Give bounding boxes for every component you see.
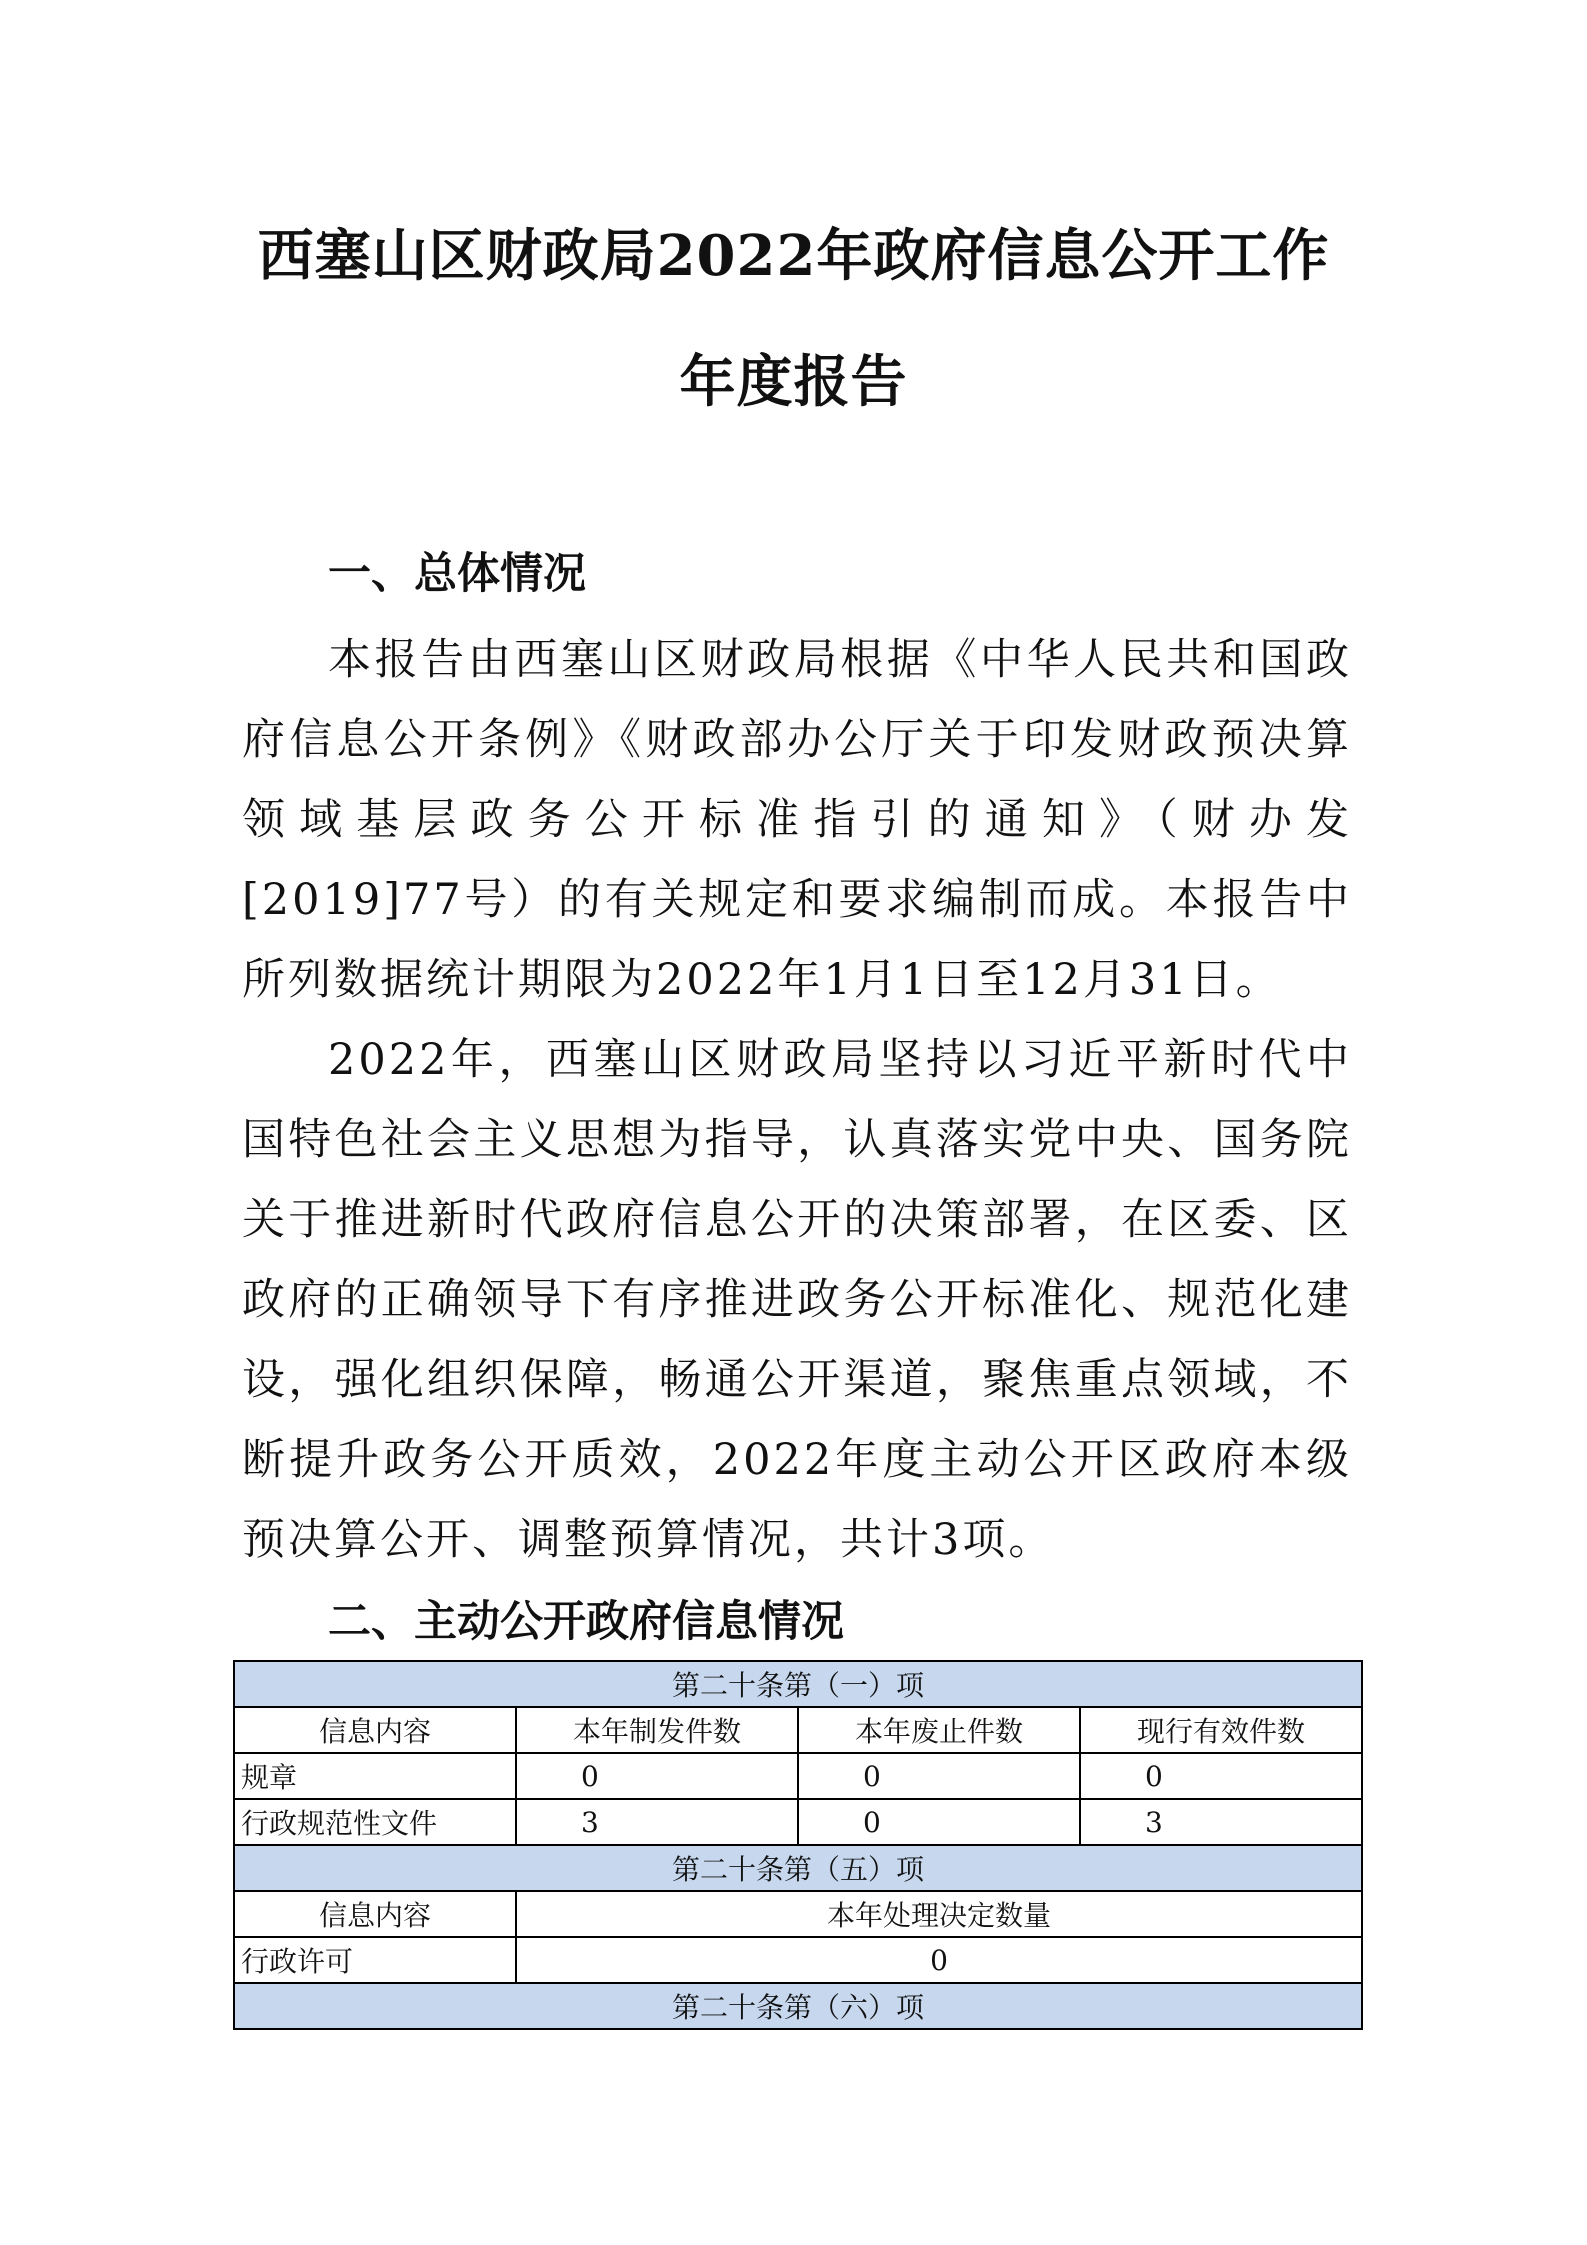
disclosure-table bbox=[233, 1660, 1363, 2030]
band-article20-item5: 第二十条第（五）项 bbox=[234, 1845, 1362, 1891]
section-heading-disclosure: 二、主动公开政府信息情况 bbox=[328, 1597, 844, 1647]
header-cell: 本年制发件数 bbox=[516, 1707, 798, 1753]
table-cell: 行政规范性文件 bbox=[234, 1799, 516, 1845]
table-cell: 0 bbox=[1080, 1753, 1362, 1799]
table-cell: 行政许可 bbox=[234, 1937, 516, 1983]
header-cell: 信息内容 bbox=[234, 1891, 516, 1937]
paragraph-report-basis: 本报告由西塞山区财政局根据《中华人民共和国政府信息公开条例》《财政部办公厅关于印发财政预决算领域基层政务公开标准指引的通知》（财办发[2019]77号）的有关规定和要求编制而成。本报告中所列数据统计期限为2022年1月1日至12月31日。 bbox=[242, 635, 1352, 1005]
paragraph-work-summary: 2022年，西塞山区财政局坚持以习近平新时代中国特色社会主义思想为指导，认真落实党中央、国务院关于推进新时代政府信息公开的决策部署，在区委、区政府的正确领导下有序推进政务公开标准化、规范化建设，强化组织保障，畅通公开渠道，聚焦重点领域，不断提升政务公开质效，2022年度主动公开区政府本级预决算公开、调整预算情况，共计3项。 bbox=[242, 1035, 1352, 1565]
section-heading-overview: 一、总体情况 bbox=[328, 549, 586, 599]
table-row bbox=[234, 1937, 1362, 1983]
band-article20-item1: 第二十条第（一）项 bbox=[234, 1661, 1362, 1707]
table-cell: 0 bbox=[516, 1937, 1362, 1983]
table-band-row bbox=[234, 1845, 1362, 1891]
header-cell: 信息内容 bbox=[234, 1707, 516, 1753]
report-title-line1: 西塞山区财政局2022年政府信息公开工作 bbox=[257, 223, 1330, 289]
table-cell: 3 bbox=[516, 1799, 798, 1845]
band-article20-item6: 第二十条第（六）项 bbox=[234, 1983, 1362, 2029]
header-cell: 本年废止件数 bbox=[798, 1707, 1080, 1753]
table-band-row bbox=[234, 1661, 1362, 1707]
table-row bbox=[234, 1753, 1362, 1799]
table-header-row bbox=[234, 1891, 1362, 1937]
table-cell: 3 bbox=[1080, 1799, 1362, 1845]
header-cell: 本年处理决定数量 bbox=[516, 1891, 1362, 1937]
report-title-line2: 年度报告 bbox=[679, 349, 908, 415]
table-cell: 0 bbox=[516, 1753, 798, 1799]
table-row bbox=[234, 1799, 1362, 1845]
header-cell: 现行有效件数 bbox=[1080, 1707, 1362, 1753]
table-band-row bbox=[234, 1983, 1362, 2029]
table-cell: 规章 bbox=[234, 1753, 516, 1799]
table-cell: 0 bbox=[798, 1799, 1080, 1845]
table-cell: 0 bbox=[798, 1753, 1080, 1799]
table-header-row bbox=[234, 1707, 1362, 1753]
